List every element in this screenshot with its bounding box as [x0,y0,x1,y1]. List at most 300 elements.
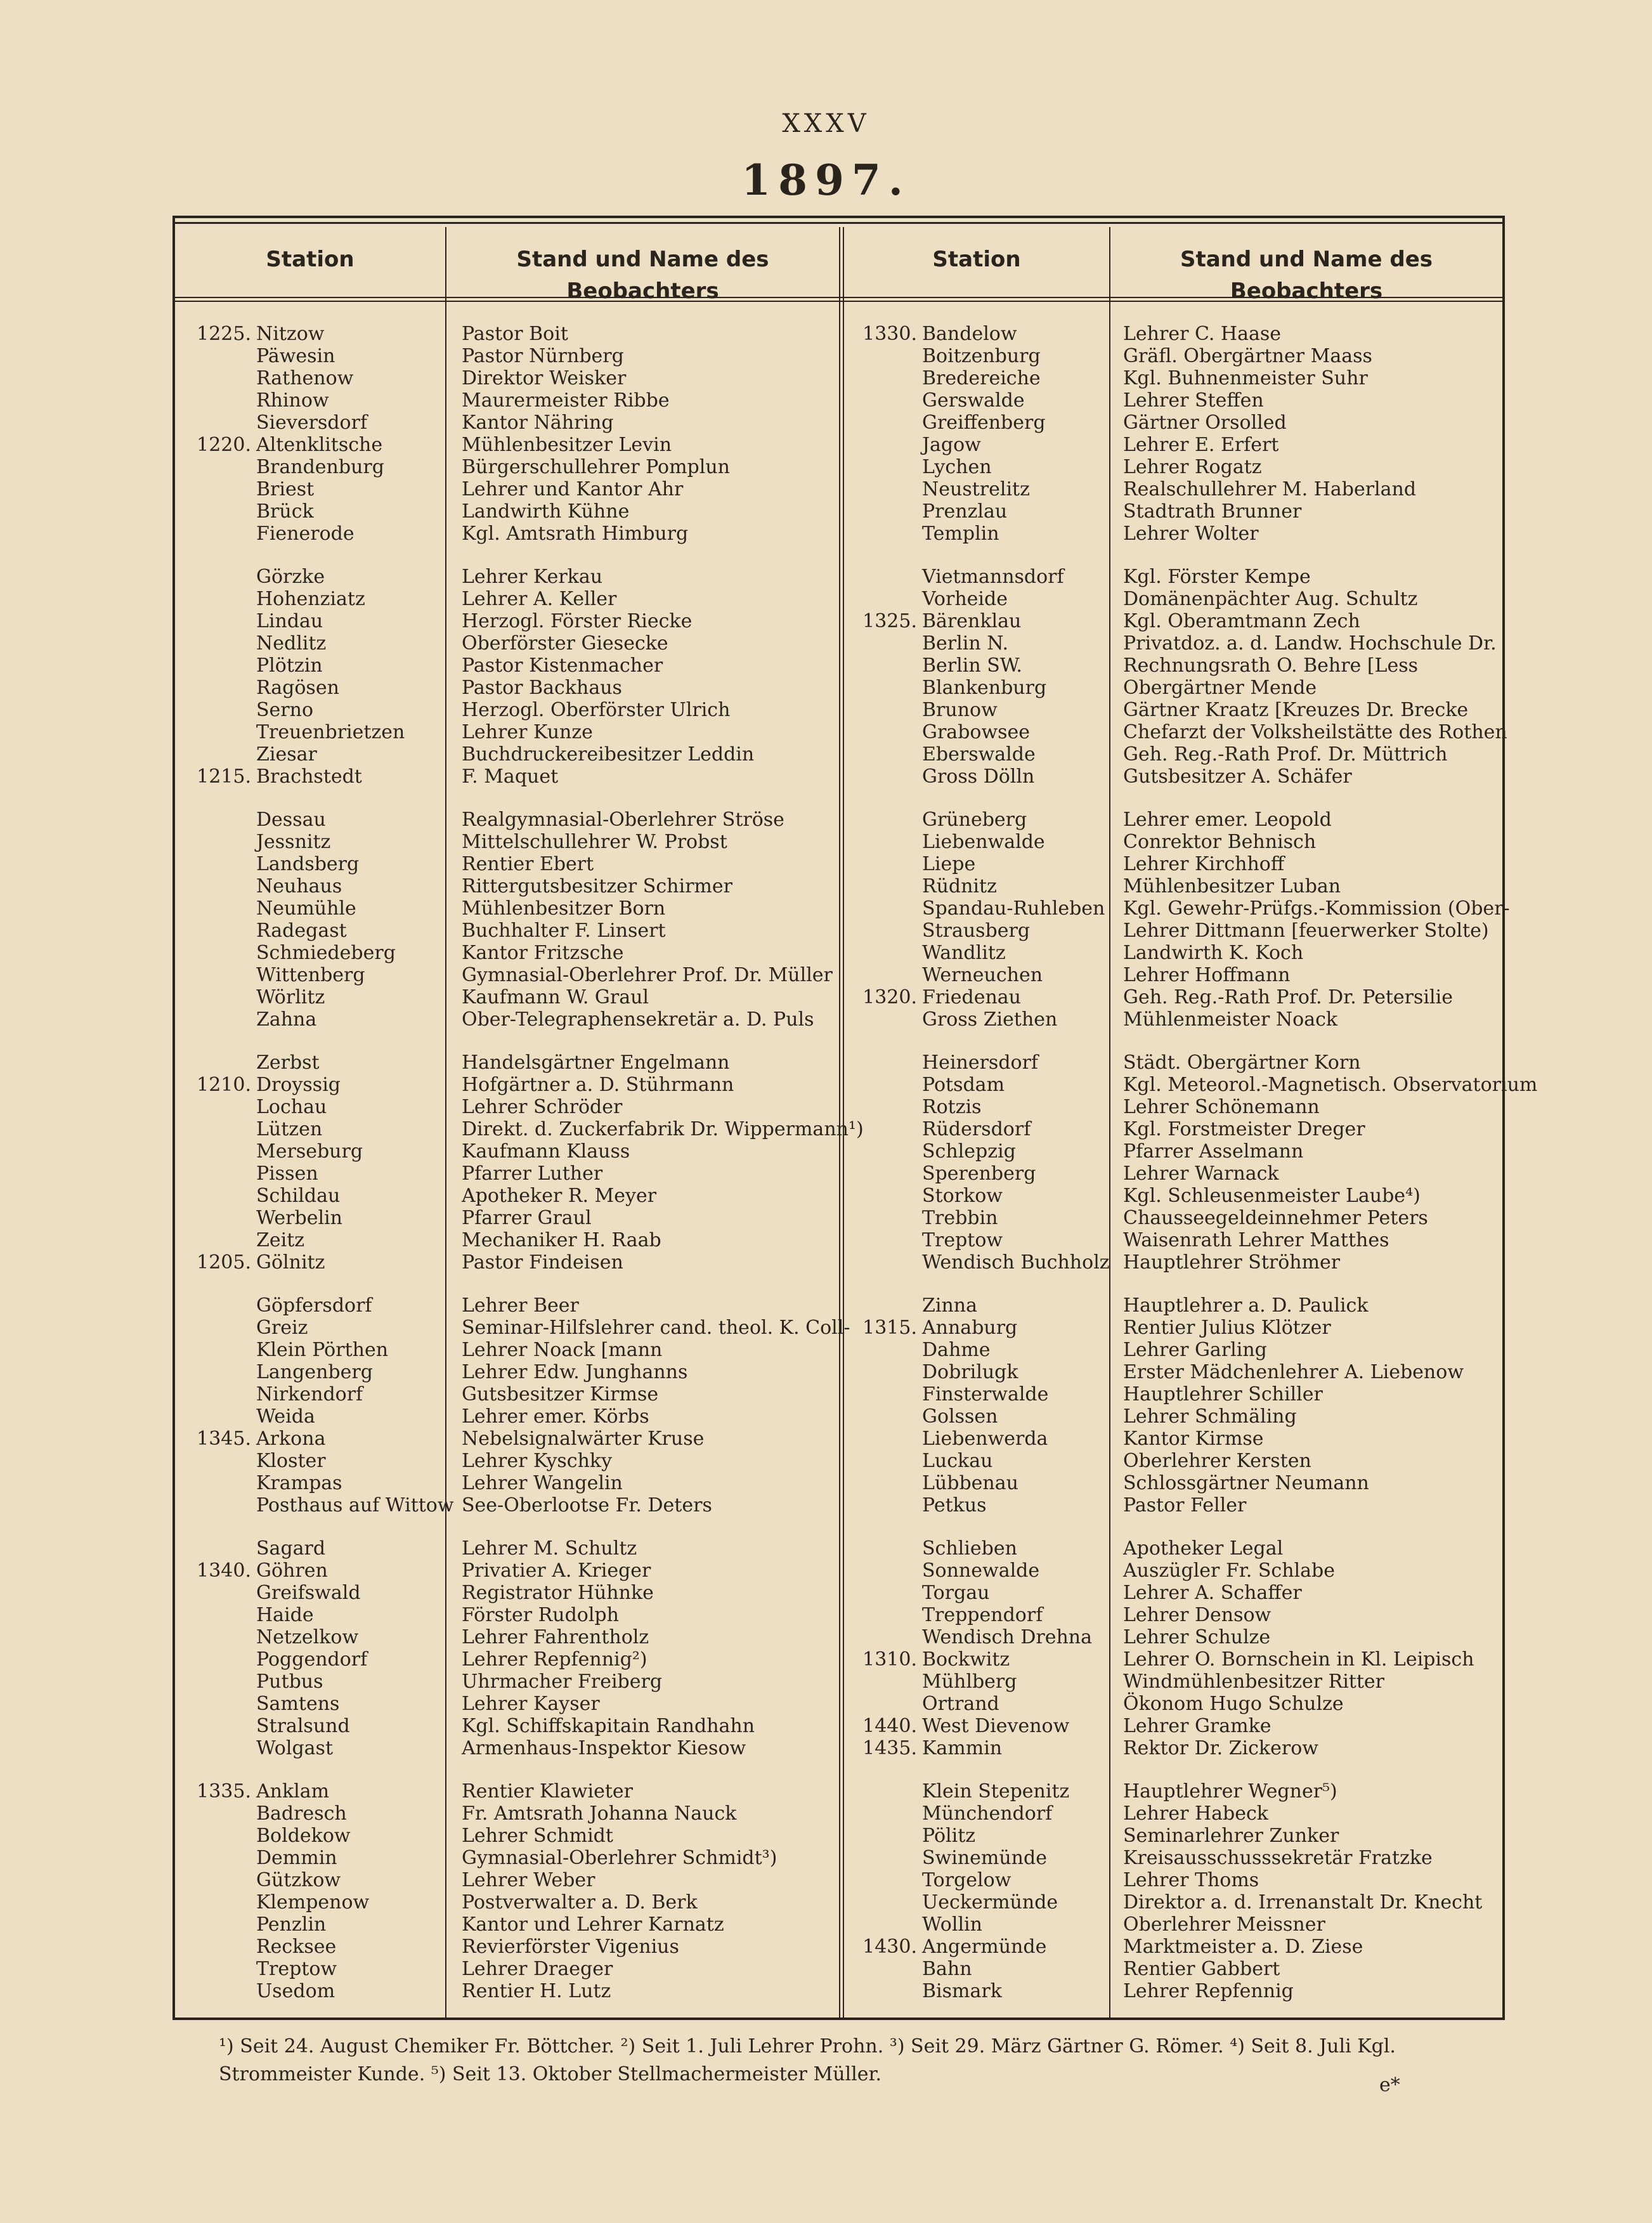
station-entry [256,1140,446,1163]
right-observer-group [1123,809,1510,1031]
observer-entry: Lehrer Thoms [1123,1869,1259,1891]
station-name: Schmiedeberg [256,942,396,964]
observer-entry: Lehrer Beer [462,1294,579,1317]
station-number: 1220. [197,434,251,456]
station-entry [256,1913,446,1936]
station-entry [256,1207,446,1229]
observer-entry: Pastor Nürnberg [462,345,624,367]
observer-entry: Lehrer emer. Körbs [462,1405,649,1428]
station-name: Bahn [922,1958,972,1980]
station-name: Serno [256,699,314,721]
observer-entry: Postverwalter a. D. Berk [462,1891,698,1913]
station-entry [256,1163,446,1185]
station-entry [922,1980,1109,2002]
station-entry [256,389,446,412]
station-entry [922,412,1109,434]
station-name: Altenklitsche [256,434,383,456]
station-name: Gölnitz [256,1251,325,1274]
observer-entry: Lehrer und Kantor Ahr [462,478,684,500]
station-entry [256,1936,446,1958]
observer-entry: Lehrer A. Schaffer [1123,1582,1302,1604]
observer-entry: Lehrer Kerkau [462,566,603,588]
observer-entry: Pastor Kistenmacher [462,655,663,677]
left-observer-group [462,809,839,1031]
observer-entry: Gräfl. Obergärtner Maass [1123,345,1372,367]
station-entry [256,920,446,942]
station-name: Gützkow [256,1869,341,1891]
observer-entry: Bürgerschullehrer Pomplun [462,456,731,478]
station-entry [922,766,1109,788]
station-entry [256,1118,446,1140]
station-entry [922,1626,1109,1648]
station-name: Liepe [922,853,976,875]
station-entry [256,456,446,478]
station-entry [922,1472,1109,1494]
station-name: Krampas [256,1472,342,1494]
station-name: Merseburg [256,1140,363,1163]
station-entry [256,1693,446,1715]
station-name: Bredereiche [922,367,1041,389]
station-entry [922,809,1109,831]
station-entry [197,1428,446,1450]
station-entry [256,1361,446,1383]
station-name: Vietmannsdorf [922,566,1064,588]
station-entry [197,434,446,456]
station-entry [256,1803,446,1825]
station-entry [922,523,1109,545]
observer-entry: Lehrer Weber [462,1869,595,1891]
observer-entry: Privatier A. Krieger [462,1560,651,1582]
observer-entry: Gymnasial-Oberlehrer Prof. Dr. Müller [462,964,833,986]
station-number: 1345. [197,1428,251,1450]
station-entry [922,655,1109,677]
divider-right [1109,227,1110,2018]
station-name: Lübbenau [922,1472,1018,1494]
station-entry [256,964,446,986]
station-name: Dobrilugk [922,1361,1018,1383]
header-station-left: Station [266,247,354,272]
station-name: Brunow [922,699,998,721]
station-name: Wendisch Drehna [922,1626,1092,1648]
right-station-group [862,1537,1109,1759]
observer-entry: Buchdruckereibesitzer Leddin [462,743,755,766]
station-name: Luckau [922,1450,993,1472]
station-entry [256,523,446,545]
station-name: Boitzenburg [922,345,1041,367]
left-observer-group [462,1537,839,1759]
observer-entry: Gymnasial-Oberlehrer Schmidt³) [462,1847,777,1869]
right-station-group [862,566,1109,788]
station-entry [256,655,446,677]
observer-entry: Lehrer Hoffmann [1123,964,1291,986]
station-entry [256,1980,446,2002]
observer-entry: Armenhaus-Inspektor Kiesow [462,1737,746,1759]
station-name: Rhinow [256,389,329,412]
station-name: Greiz [256,1317,308,1339]
station-entry [256,677,446,699]
station-entry [922,1582,1109,1604]
signature-mark: e* [1379,2074,1400,2096]
observer-entry: Mühlenbesitzer Levin [462,434,672,456]
station-entry [862,1737,1109,1759]
station-name: Lindau [256,610,323,632]
station-number: 1435. [862,1737,917,1759]
station-name: Heinersdorf [922,1052,1039,1074]
observer-entry: Landwirth K. Koch [1123,942,1304,964]
station-name: Brandenburg [256,456,384,478]
observer-entry: Kgl. Schleusenmeister Laube⁴) [1123,1185,1421,1207]
right-station-group [862,809,1109,1031]
station-number: 1335. [197,1780,251,1803]
station-name: Zeitz [256,1229,305,1251]
observer-entry: Registrator Hühnke [462,1582,654,1604]
station-name: Pissen [256,1163,318,1185]
left-station-group [197,566,446,788]
station-name: Rathenow [256,367,354,389]
observer-entry: Förster Rudolph [462,1604,619,1626]
station-entry [256,1671,446,1693]
observer-entry: Direktor Weisker [462,367,627,389]
station-entry [256,1648,446,1671]
observer-entry: Geh. Reg.-Rath Prof. Dr. Petersilie [1123,986,1453,1008]
station-name: Lochau [256,1096,327,1118]
station-entry [256,875,446,897]
station-name: Sonnewalde [922,1560,1040,1582]
observer-entry: Pfarrer Asselmann [1123,1140,1304,1163]
station-entry [256,500,446,523]
station-name: Angermünde [922,1936,1047,1958]
observer-entry: Kgl. Schiffskapitain Randhahn [462,1715,755,1737]
station-name: Torgelow [922,1869,1011,1891]
station-name: Päwesin [256,345,335,367]
observer-entry: Lehrer Wangelin [462,1472,623,1494]
station-number: 1330. [862,323,917,345]
station-name: Grabowsee [922,721,1031,743]
station-name: Annaburg [922,1317,1018,1339]
observer-entry: Lehrer Garling [1123,1339,1267,1361]
observer-entry: Lehrer E. Erfert [1123,434,1279,456]
station-table [172,216,1538,2020]
station-name: Kammin [922,1737,1003,1759]
station-name: Rüdnitz [922,875,997,897]
station-entry [922,1118,1109,1140]
station-entry [862,610,1109,632]
observer-entry: Lehrer Kirchhoff [1123,853,1285,875]
observer-entry: Lehrer A. Keller [462,588,617,610]
station-name: Friedenau [922,986,1021,1008]
observer-entry: Kgl. Amtsrath Himburg [462,523,689,545]
station-entry [256,1582,446,1604]
station-name: Rüdersdorf [922,1118,1031,1140]
observer-entry: Lehrer Warnack [1123,1163,1279,1185]
station-entry [922,1074,1109,1096]
left-station-group [197,1780,446,2002]
observer-entry: Lehrer Dittmann [feuerwerker Stolte) [1123,920,1489,942]
observer-entry: Hauptlehrer Ströhmer [1123,1251,1341,1274]
station-name: Ziesar [256,743,317,766]
station-name: Treptow [922,1229,1003,1251]
observer-entry: Pastor Feller [1123,1494,1247,1516]
station-entry [256,588,446,610]
station-entry [922,456,1109,478]
station-entry [256,632,446,655]
observer-entry: Kantor Fritzsche [462,942,624,964]
station-entry [197,1251,446,1274]
observer-entry: Gärtner Orsolled [1123,412,1287,434]
observer-entry: Lehrer Habeck [1123,1803,1268,1825]
station-entry [922,1052,1109,1074]
station-entry [922,743,1109,766]
station-name: Poggendorf [256,1648,368,1671]
station-name: Kloster [256,1450,326,1472]
observer-entry: Privatdoz. a. d. Landw. Hochschule Dr. [1123,632,1497,655]
observer-entry: Ökonom Hugo Schulze [1123,1693,1344,1715]
station-entry [922,1361,1109,1383]
station-entry [256,1494,454,1516]
observer-entry: Geh. Reg.-Rath Prof. Dr. Müttrich [1123,743,1448,766]
observer-entry: Gutsbesitzer A. Schäfer [1123,766,1352,788]
station-name: Petkus [922,1494,987,1516]
station-entry [922,1671,1109,1693]
observer-entry: Erster Mädchenlehrer A. Liebenow [1123,1361,1464,1383]
station-name: Vorheide [922,588,1008,610]
station-name: Haide [256,1604,314,1626]
left-observer-group [462,1052,864,1274]
station-entry [922,1891,1109,1913]
observer-entry: Lehrer Wolter [1123,523,1259,545]
observer-entry: Kantor und Lehrer Karnatz [462,1913,724,1936]
station-name: Gerswalde [922,389,1025,412]
station-name: Sperenberg [922,1163,1036,1185]
station-name: Torgau [922,1582,990,1604]
station-entry [256,345,446,367]
station-entry [922,853,1109,875]
header-observer-left: Stand und Name des Beobachters [516,247,769,304]
station-entry [922,1803,1109,1825]
station-name: Trebbin [922,1207,998,1229]
left-observer-group [462,323,839,545]
observer-entry: Gutsbesitzer Kirmse [462,1383,659,1405]
observer-entry: Herzogl. Förster Riecke [462,610,693,632]
station-entry [922,1229,1109,1251]
left-station-group [256,809,446,1031]
station-entry [922,588,1109,610]
station-entry [197,1074,446,1096]
footnotes [219,2033,1493,2089]
station-entry [922,1294,1109,1317]
station-entry [922,389,1109,412]
station-name: Arkona [256,1428,326,1450]
station-entry [256,412,446,434]
observer-entry: Lehrer Draeger [462,1958,613,1980]
observer-entry: Mechaniker H. Raab [462,1229,661,1251]
station-entry [256,699,446,721]
left-observer-group [462,1780,839,2002]
header-station-right: Station [932,247,1021,272]
observer-entry: Auszügler Fr. Schlabe [1123,1560,1335,1582]
station-entry [922,721,1109,743]
station-entry [197,766,446,788]
station-name: Strausberg [922,920,1031,942]
station-entry [922,1008,1109,1031]
observer-entry: Hofgärtner a. D. Stührmann [462,1074,734,1096]
station-entry [922,1163,1109,1185]
observer-entry: Landwirth Kühne [462,500,630,523]
station-name: Neumühle [256,897,356,920]
observer-entry: Lehrer Kayser [462,1693,600,1715]
station-entry [256,1405,446,1428]
station-entry [862,323,1109,345]
station-entry [922,920,1109,942]
station-name: Brachstedt [256,766,362,788]
station-name: Greifswald [256,1582,361,1604]
station-name: Wittenberg [256,964,365,986]
station-name: Finsterwalde [922,1383,1049,1405]
station-entry [256,1229,446,1251]
observer-entry: Lehrer Schönemann [1123,1096,1320,1118]
observer-entry: Gärtner Kraatz [Kreuzes Dr. Brecke [1123,699,1469,721]
observer-entry: Lehrer Schmidt [462,1825,613,1847]
station-name: Schlieben [922,1537,1017,1560]
footnote-line-1: ¹) Seit 24. August Chemiker Fr. Böttcher. ²) Seit 1. Juli Lehrer Prohn. ³) Seit 29. März Gärtner G. Römer. ⁴) Seit 8. Juli Kgl. [219,2035,1396,2057]
station-entry [922,1339,1109,1361]
station-name: Putbus [256,1671,323,1693]
left-observer-group [462,1294,850,1516]
station-entry [922,632,1109,655]
station-entry [922,1869,1109,1891]
station-name: Lützen [256,1118,323,1140]
observer-entry: Conrektor Behnisch [1123,831,1317,853]
station-name: Liebenwerda [922,1428,1048,1450]
station-name: Bandelow [922,323,1017,345]
station-name: Rotzis [922,1096,982,1118]
observer-entry: Kaufmann W. Graul [462,986,649,1008]
station-number: 1325. [862,610,917,632]
station-number: 1320. [862,986,917,1008]
right-station-group [862,323,1109,545]
station-name: Radegast [256,920,347,942]
station-name: Treuenbrietzen [256,721,405,743]
station-entry [922,1207,1109,1229]
station-name: Ueckermünde [922,1891,1058,1913]
station-entry [197,323,446,345]
observer-entry: Realschullehrer M. Haberland [1123,478,1417,500]
observer-entry: Maurermeister Ribbe [462,389,670,412]
station-name: Werneuchen [922,964,1043,986]
station-name: Golssen [922,1405,998,1428]
station-name: Swinemünde [922,1847,1047,1869]
station-name: Schildau [256,1185,341,1207]
station-name: Wolgast [256,1737,333,1759]
station-name: Eberswalde [922,743,1036,766]
right-observer-group [1123,1052,1538,1274]
station-name: Anklam [256,1780,330,1803]
observer-entry: Buchhalter F. Linsert [462,920,666,942]
station-entry [922,897,1109,920]
station-entry [922,1494,1109,1516]
station-name: Posthaus auf Wittow [256,1494,454,1516]
observer-entry: Rechnungsrath O. Behre [Less [1123,655,1418,677]
observer-entry: Fr. Amtsrath Johanna Nauck [462,1803,737,1825]
station-number: 1210. [197,1074,251,1096]
observer-entry: Oberlehrer Meissner [1123,1913,1325,1936]
observer-entry: Domänenpächter Aug. Schultz [1123,588,1418,610]
observer-entry: Pfarrer Graul [462,1207,592,1229]
station-name: Zahna [256,1008,317,1031]
observer-entry: Lehrer Repfennig²) [462,1648,647,1671]
station-entry [256,721,446,743]
observer-entry: See-Oberlootse Fr. Deters [462,1494,712,1516]
observer-entry: Seminar-Hilfslehrer cand. theol. K. Coll- [462,1317,850,1339]
station-name: Brück [256,500,314,523]
observer-entry: Kreisausschusssekretär Fratzke [1123,1847,1433,1869]
station-name: Berlin SW. [922,655,1022,677]
observer-entry: Pastor Backhaus [462,677,622,699]
station-entry [256,831,446,853]
station-name: Jagow [922,434,981,456]
observer-entry: Obergärtner Mende [1123,677,1317,699]
station-name: Gross Dölln [922,766,1035,788]
observer-entry: Realgymnasial-Oberlehrer Ströse [462,809,784,831]
station-entry [256,1847,446,1869]
station-name: Liebenwalde [922,831,1045,853]
right-observer-group [1123,566,1507,788]
station-entry [862,1317,1109,1339]
observer-entry: Lehrer Steffen [1123,389,1264,412]
year-heading: 1897. [741,155,911,205]
observer-entry: Kgl. Förster Kempe [1123,566,1311,588]
station-number: 1205. [197,1251,251,1274]
station-entry [256,1626,446,1648]
station-name: Gross Ziethen [922,1008,1058,1031]
station-entry [256,897,446,920]
station-name: Droyssig [256,1074,341,1096]
station-name: Neuhaus [256,875,342,897]
station-entry [922,1405,1109,1428]
station-entry [256,1185,446,1207]
station-name: Zerbst [256,1052,320,1074]
station-entry [922,1780,1109,1803]
observer-entry: Pastor Boit [462,323,568,345]
station-name: Pölitz [922,1825,976,1847]
station-number: 1340. [197,1560,251,1582]
station-name: Treppendorf [922,1604,1043,1626]
observer-entry: Ober-Telegraphensekretär a. D. Puls [462,1008,814,1031]
right-observer-group [1123,1780,1502,2002]
left-observer-group [462,566,839,788]
right-observer-group [1123,323,1502,545]
station-name: Jessnitz [256,831,331,853]
station-entry [256,1604,446,1626]
left-station-group [197,1294,454,1516]
observer-entry: Rittergutsbesitzer Schirmer [462,875,732,897]
station-entry [922,1537,1109,1560]
station-name: Blankenburg [922,677,1047,699]
observer-entry: Kgl. Buhnenmeister Suhr [1123,367,1368,389]
observer-entry: Herzogl. Oberförster Ulrich [462,699,731,721]
observer-entry: Oberlehrer Kersten [1123,1450,1311,1472]
station-name: Neustrelitz [922,478,1030,500]
station-number: 1315. [862,1317,917,1339]
station-name: Zinna [922,1294,977,1317]
observer-entry: Revierförster Vigenius [462,1936,679,1958]
station-name: Nedlitz [256,632,327,655]
observer-entry: Mühlenmeister Noack [1123,1008,1338,1031]
observer-entry: Lehrer Fahrentholz [462,1626,649,1648]
right-observer-group [1123,1537,1502,1759]
station-name: Netzelkow [256,1626,359,1648]
station-name: Fienerode [256,523,354,545]
